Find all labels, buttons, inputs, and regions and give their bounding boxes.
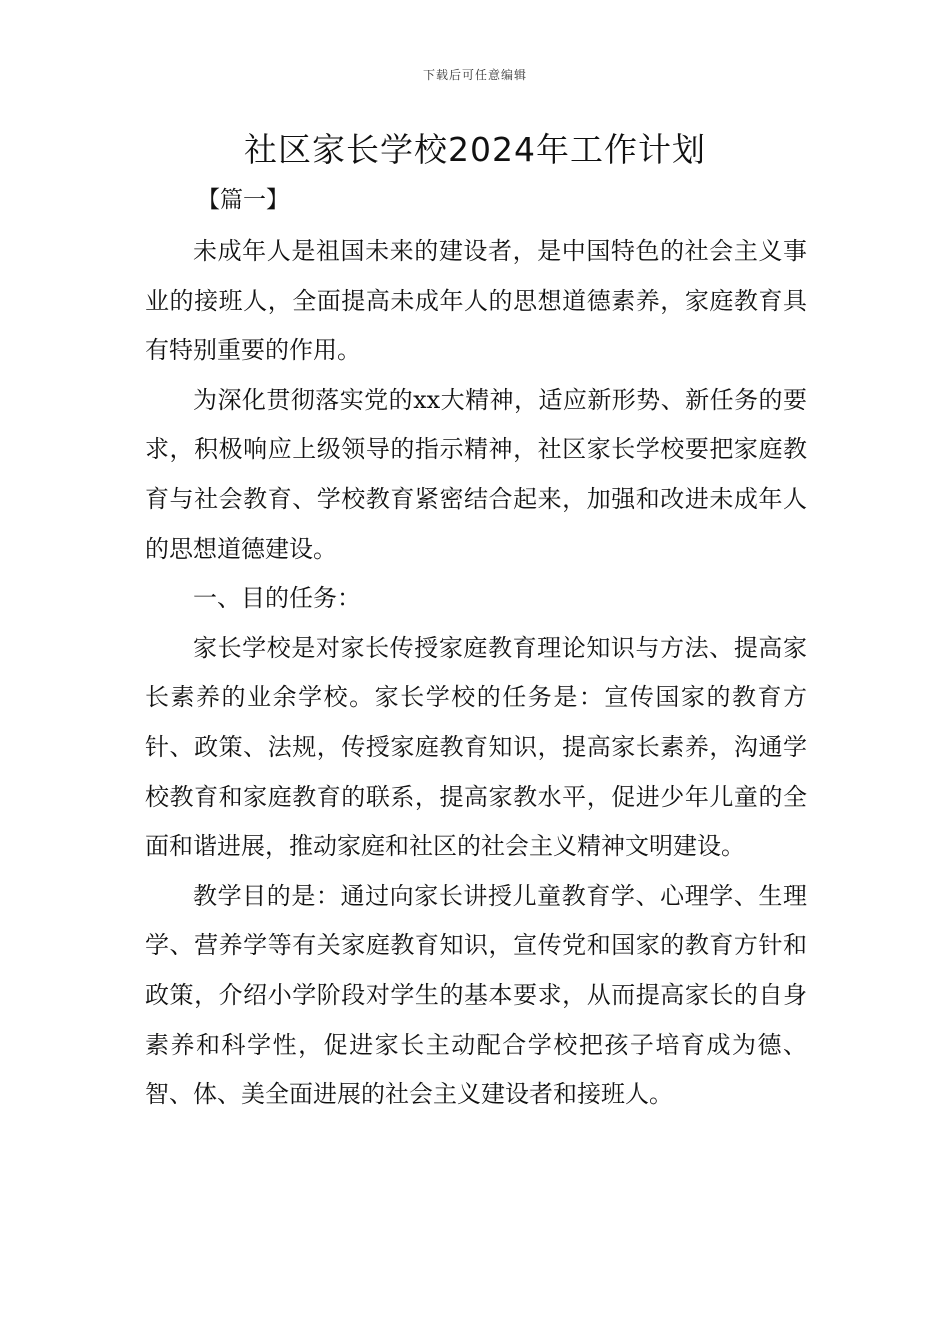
paragraph: 家长学校是对家长传授家庭教育理论知识与方法、提高家长素养的业余学校。家长学校的任务是：宣传国家的教育方针、政策、法规，传授家庭教育知识，提高家长素养，沟通学校教育和家庭教育的联系，提高家教水平，促进少年儿童的全面和谐进展，推动家庭和社区的社会主义精神文明建设。 (145, 633, 807, 861)
header-note: 下载后可任意编辑 (422, 68, 527, 82)
section-heading: 一、目的任务： (193, 584, 361, 613)
document-body (145, 227, 807, 1120)
document-title: 社区家长学校2024年工作计划 (244, 130, 706, 169)
paragraph: 为深化贯彻落实党的xx大精神，适应新形势、新任务的要求，积极响应上级领导的指示精神，社区家长学校要把家庭教育与社会教育、学校教育紧密结合起来，加强和改进未成年人的思想道德建设。 (145, 385, 807, 563)
paragraph: 教学目的是：通过向家长讲授儿童教育学、心理学、生理学、营养学等有关家庭教育知识，宣传党和国家的教育方针和政策，介绍小学阶段对学生的基本要求，从而提高家长的自身素养和科学性，促进家长主动配合学校把孩子培育成为德、智、体、美全面进展的社会主义建设者和接班人。 (145, 881, 807, 1109)
section-label: 【篇一】 (197, 187, 289, 213)
paragraph: 未成年人是祖国未来的建设者，是中国特色的社会主义事业的接班人，全面提高未成年人的思想道德素养，家庭教育具有特别重要的作用。 (145, 237, 807, 365)
